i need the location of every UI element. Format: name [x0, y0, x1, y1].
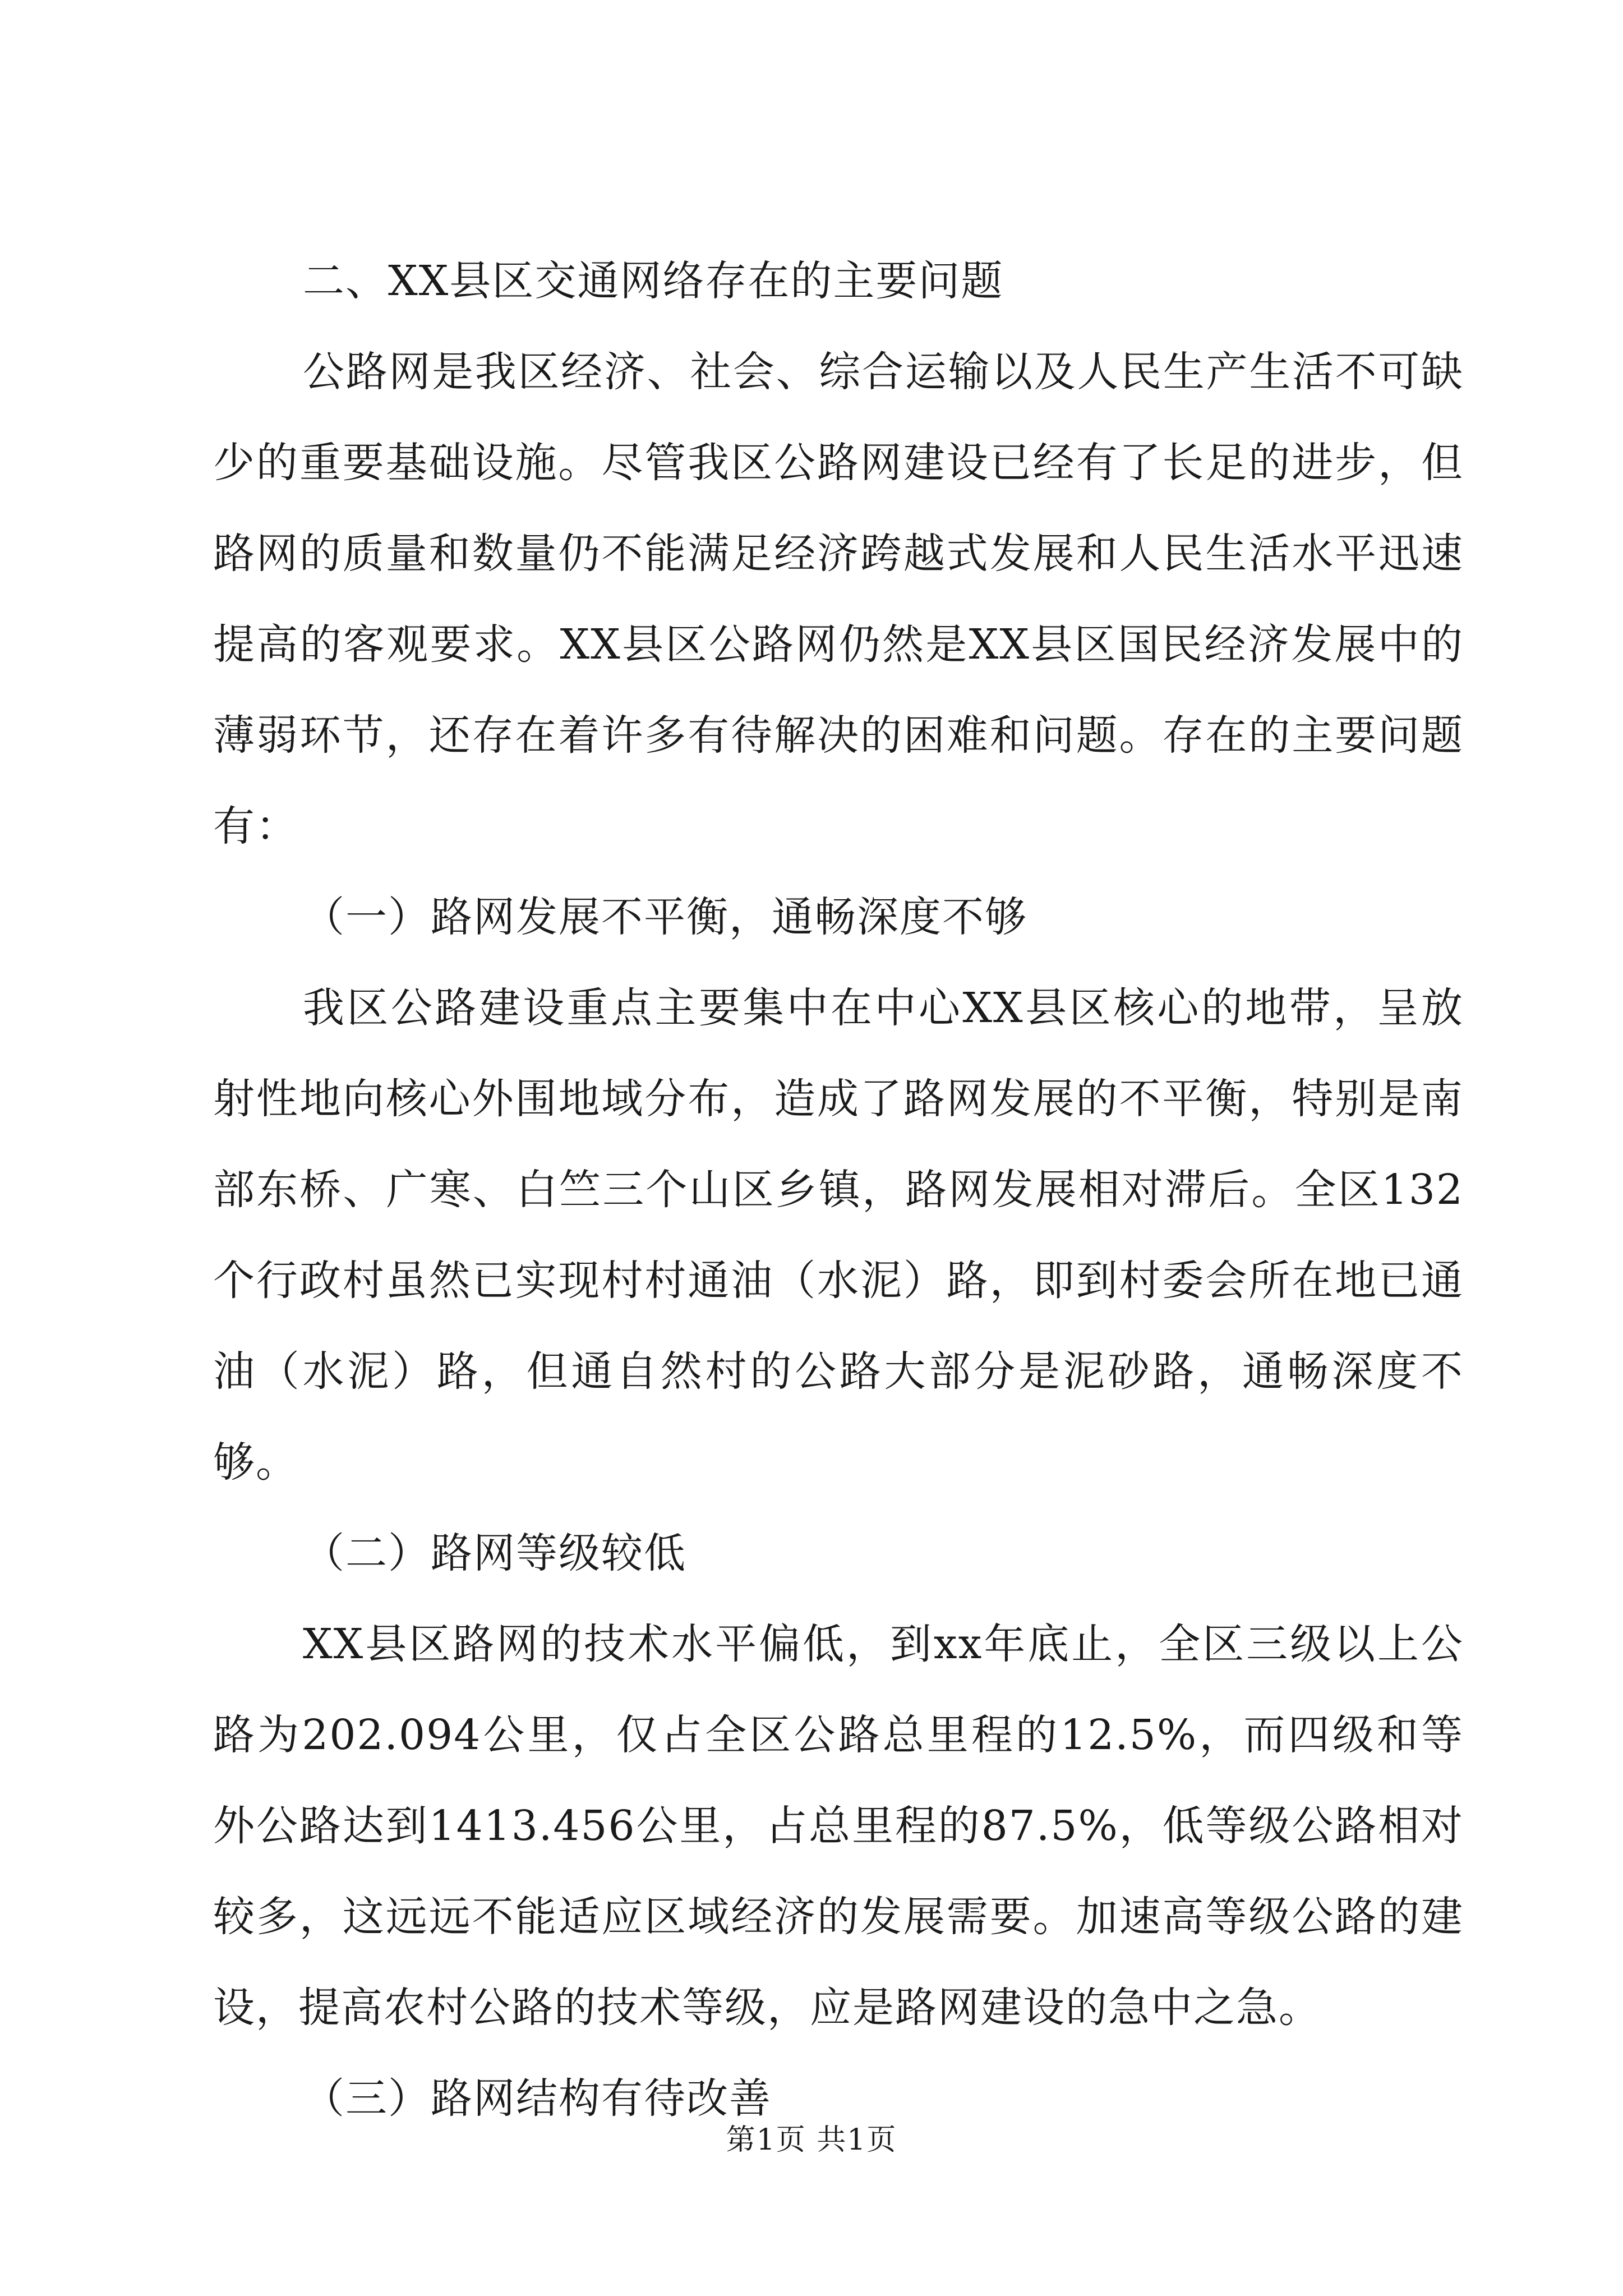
document-body — [213, 236, 1464, 2144]
body-paragraph: 公路网是我区经济、社会、综合运输以及人民生产生活不可缺少的重要基础设施。尽管我区公路网建设已经有了长足的进步，但路网的质量和数量仍不能满足经济跨越式发展和人民生活水平迅速提高的客观要求。XX县区公路网仍然是XX县区国民经济发展中的薄弱环节，还存在着许多有待解决的困难和问题。存在的主要问题有： — [213, 348, 1464, 850]
subsection-heading-2: （二）路网等级较低 — [303, 1529, 686, 1577]
body-paragraph: 我区公路建设重点主要集中在中心XX县区核心的地带，呈放射性地向核心外围地域分布，造成了路网发展的不平衡，特别是南部东桥、广寒、白竺三个山区乡镇，路网发展相对滞后。全区132个行政村虽然已实现村村通油（水泥）路，即到村委会所在地已通油（水泥）路，但通自然村的公路大部分是泥砂路，通畅深度不够。 — [213, 984, 1464, 1487]
subsection-heading-1: （一）路网发展不平衡，通畅深度不够 — [303, 893, 1027, 941]
subsection-heading-3: （三）路网结构有待改善 — [303, 2074, 772, 2123]
page-number-footer: 第1页 共1页 — [726, 2123, 897, 2157]
body-paragraph: XX县区路网的技术水平偏低，到xx年底止，全区三级以上公路为202.094公里，仅占全区公路总里程的12.5%，而四级和等外公路达到1413.456公里，占总里程的87.5%，低等级公路相对较多，这远远不能适应区域经济的发展需要。加速高等级公路的建设，提高农村公路的技术等级，应是路网建设的急中之急。 — [213, 1620, 1464, 2032]
section-heading: 二、XX县区交通网络存在的主要问题 — [303, 257, 1004, 305]
